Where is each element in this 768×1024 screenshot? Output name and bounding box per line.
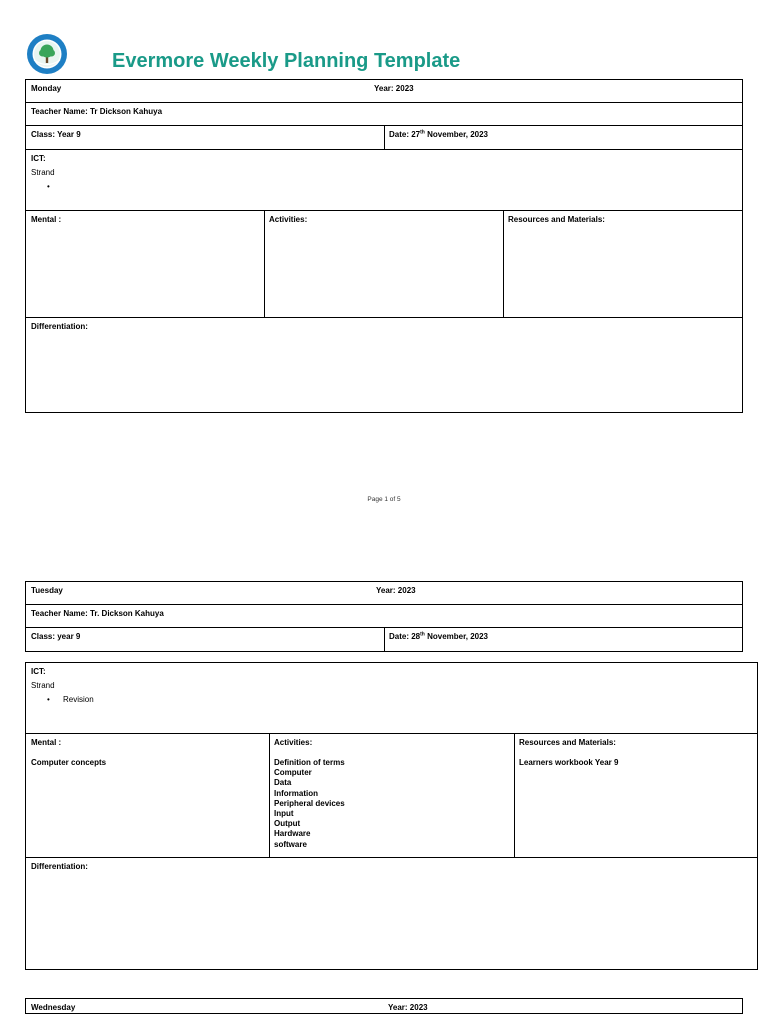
p3-day: Wednesday bbox=[31, 1003, 76, 1012]
p2-teacher-row bbox=[26, 605, 742, 628]
p2-strand-item: Revision bbox=[63, 695, 94, 704]
p2-differentiation-row bbox=[26, 858, 757, 970]
p2-resources-label: Resources and Materials: bbox=[519, 738, 616, 747]
activity-item: Input bbox=[274, 809, 294, 819]
p1-ict-label: ICT: bbox=[31, 154, 46, 163]
p1-day: Monday bbox=[31, 84, 62, 93]
bullet-icon: • bbox=[47, 695, 50, 704]
activity-item: software bbox=[274, 839, 307, 849]
p2-date: Date: 28th November, 2023 bbox=[389, 631, 489, 641]
p2-resources-value: Learners workbook Year 9 bbox=[519, 758, 619, 767]
p2-mental-row bbox=[26, 734, 757, 858]
p1-class: Class: Year 9 bbox=[31, 130, 81, 139]
p2-activities-label: Activities: bbox=[274, 738, 313, 747]
p1-day-row bbox=[26, 80, 742, 103]
p3-day-row bbox=[26, 999, 742, 1014]
p2-mental-label: Mental : bbox=[31, 738, 62, 747]
p1-differentiation-row bbox=[26, 318, 742, 413]
p2-year: Year: 2023 bbox=[376, 586, 416, 595]
p2-activities-list bbox=[274, 758, 345, 850]
p1-body-table bbox=[25, 149, 743, 413]
p2-class-row bbox=[26, 628, 742, 652]
p2-differentiation-label: Differentiation: bbox=[31, 862, 88, 871]
p2-strand-label: Strand bbox=[31, 681, 55, 690]
p2-teacher: Teacher Name: Tr. Dickson Kahuya bbox=[31, 609, 164, 618]
activity-item: Computer bbox=[274, 768, 312, 778]
p1-date: Date: 27th November, 2023 bbox=[389, 129, 489, 139]
p2-body-table bbox=[25, 662, 758, 970]
p3-year: Year: 2023 bbox=[388, 1003, 428, 1012]
document-title: Evermore Weekly Planning Template bbox=[112, 50, 461, 72]
activity-item: Information bbox=[274, 788, 318, 798]
p1-teacher: Teacher Name: Tr Dickson Kahuya bbox=[31, 107, 163, 116]
activity-item: Peripheral devices bbox=[274, 798, 345, 808]
activity-item: Data bbox=[274, 778, 292, 788]
p3-header-table bbox=[25, 998, 743, 1014]
p2-header-table bbox=[25, 581, 743, 652]
activity-item: Hardware bbox=[274, 829, 311, 839]
p1-ict-row bbox=[26, 150, 742, 211]
p1-resources-label: Resources and Materials: bbox=[508, 215, 605, 224]
p2-day: Tuesday bbox=[31, 586, 63, 595]
p2-day-row bbox=[26, 582, 742, 605]
p2-class: Class: year 9 bbox=[31, 632, 81, 641]
bullet-icon: • bbox=[47, 182, 50, 191]
p1-year: Year: 2023 bbox=[374, 84, 414, 93]
p1-activities-label: Activities: bbox=[269, 215, 308, 224]
p2-ict-row bbox=[26, 663, 757, 734]
activity-item: Output bbox=[274, 819, 301, 829]
p1-class-row bbox=[26, 126, 742, 150]
p1-header-table bbox=[25, 79, 743, 150]
p1-mental-label: Mental : bbox=[31, 215, 62, 224]
p1-mental-row bbox=[26, 211, 742, 318]
p2-ict-label: ICT: bbox=[31, 667, 46, 676]
p1-strand-label: Strand bbox=[31, 168, 55, 177]
p2-mental-value: Computer concepts bbox=[31, 758, 107, 767]
p1-teacher-row bbox=[26, 103, 742, 126]
school-crest-logo bbox=[26, 33, 68, 75]
activity-item: Definition of terms bbox=[274, 758, 345, 767]
p1-differentiation-label: Differentiation: bbox=[31, 322, 88, 331]
page-number: Page 1 of 5 bbox=[367, 496, 401, 503]
